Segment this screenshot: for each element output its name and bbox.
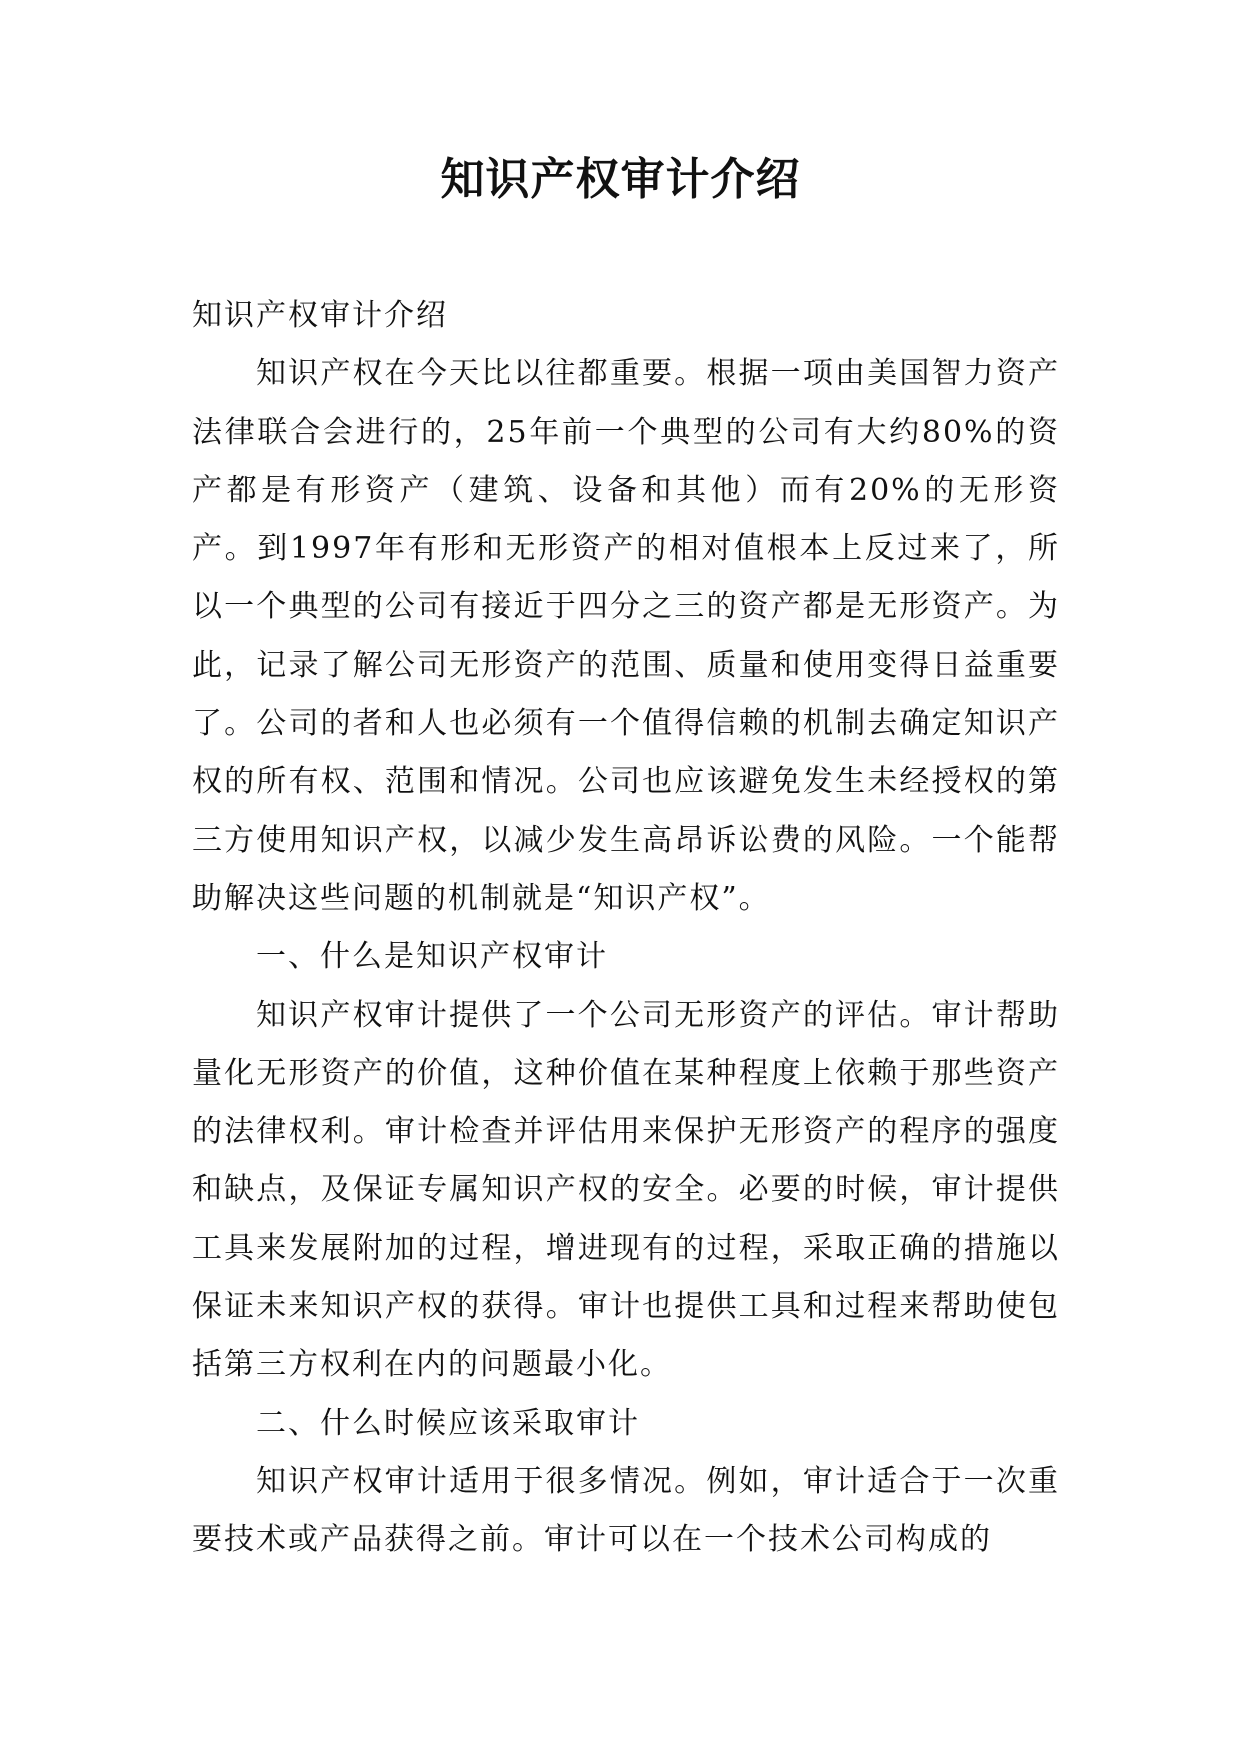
section-heading-1: 一、什么是知识产权审计 — [256, 939, 608, 975]
paragraph: 知识产权审计适用于很多情况。例如，审计适合于一次重要技术或产品获得之前。审计可以在一个技术公司构成的 — [192, 1463, 1060, 1558]
document-body — [192, 287, 1060, 1570]
paragraph-heading: 知识产权审计介绍 — [192, 298, 448, 333]
document-title: 知识产权审计介绍 — [440, 154, 801, 205]
section-heading-2: 二、什么时候应该采取审计 — [256, 1405, 640, 1441]
paragraph: 知识产权在今天比以往都重要。根据一项由美国智力资产法律联合会进行的，25年前一个典型的公司有大约80%的资产都是有形资产（建筑、设备和其他）而有20%的无形资产。到1997年有形和无形资产的相对值根本上反过来了，所以一个典型的公司有接近于四分之三的资产都是无形资产。为此，记录了解公司无形资产的范围、质量和使用变得日益重要了。公司的者和人也必须有一个值得信赖的机制去确定知识产权的所有权、范围和情况。公司也应该避免发生未经授权的第三方使用知识产权，以减少发生高昂诉讼费的风险。一个能帮助解决这些问题的机制就是“知识产权”。 — [192, 356, 1060, 916]
paragraph: 知识产权审计提供了一个公司无形资产的评估。审计帮助量化无形资产的价值，这种价值在某种程度上依赖于那些资产的法律权利。审计检查并评估用来保护无形资产的程序的强度和缺点，及保证专属知识产权的安全。必要的时候，审计提供工具来发展附加的过程，增进现有的过程，采取正确的措施以保证未来知识产权的获得。审计也提供工具和过程来帮助使包括第三方权利在内的问题最小化。 — [192, 997, 1060, 1383]
